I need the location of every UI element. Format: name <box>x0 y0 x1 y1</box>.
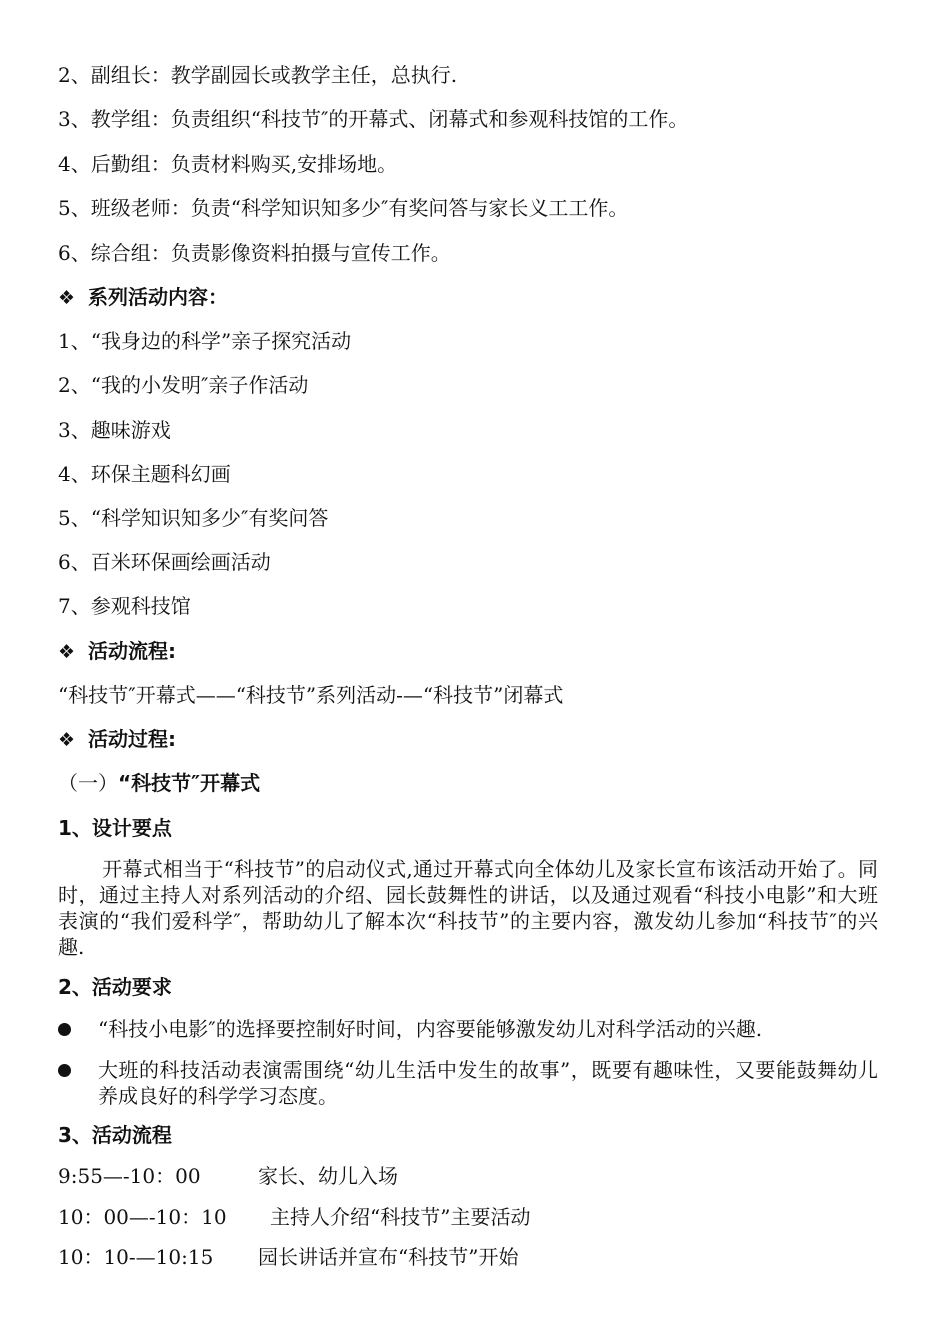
design-heading: 1、设计要点 <box>58 816 172 840</box>
schedule-event: 园长讲话并宣布“科技节”开始 <box>258 1245 519 1269</box>
bullet-icon <box>58 1064 71 1077</box>
flow-heading <box>58 638 880 665</box>
schedule-heading: 3、活动流程 <box>58 1123 172 1147</box>
series-item: 2、“我的小发明″亲子作活动 <box>58 373 309 397</box>
series-item: 1、“我身边的科学”亲子探究活动 <box>58 329 352 353</box>
process-heading <box>58 726 880 753</box>
role-item: 2、副组长：教学副园长或教学主任，总执行. <box>58 63 458 87</box>
schedule-time: 10：10-—10:15 <box>58 1245 214 1269</box>
process-heading-text: 活动过程: <box>88 727 176 751</box>
schedule-event: 主持人介绍“科技节”主要活动 <box>270 1205 531 1229</box>
series-item: 4、环保主题科幻画 <box>58 462 231 486</box>
requirements-heading: 2、活动要求 <box>58 975 172 999</box>
series-item: 5、“科学知识知多少″有奖问答 <box>58 506 329 530</box>
diamond-icon: ❖ <box>58 287 76 309</box>
schedule-row <box>58 1163 880 1189</box>
flow-text: “科技节″开幕式——“科技节”系列活动-—“科技节”闭幕式 <box>58 683 564 707</box>
opening-prefix: （一） <box>58 771 118 795</box>
series-heading <box>58 284 880 311</box>
flow-heading-text: 活动流程: <box>88 639 176 663</box>
role-item: 6、综合组：负责影像资料拍摄与宣传工作。 <box>58 241 451 265</box>
requirement-text: “科技小电影″的选择要控制好时间，内容要能够激发幼儿对科学活动的兴趣. <box>98 1017 763 1041</box>
opening-title <box>58 770 880 796</box>
requirement-text: 大班的科技活动表演需围绕“幼儿生活中发生的故事”，既要有趣味性，又要能鼓舞幼儿养成良好的科学学习态度。 <box>98 1058 878 1108</box>
schedule-time: 9:55—-10：00 <box>58 1164 201 1188</box>
role-item: 3、教学组：负责组织“科技节″的开幕式、闭幕式和参观科技馆的工作。 <box>58 107 689 131</box>
schedule-event: 家长、幼儿入场 <box>258 1164 398 1188</box>
role-item: 5、班级老师：负责“科学知识知多少″有奖问答与家长义工工作。 <box>58 196 629 220</box>
role-item: 4、后勤组：负责材料购买,安排场地。 <box>58 152 398 176</box>
diamond-icon: ❖ <box>58 729 76 751</box>
schedule-time: 10：00—-10：10 <box>58 1205 227 1229</box>
series-item: 7、参观科技馆 <box>58 594 191 618</box>
schedule-row <box>58 1204 880 1230</box>
bullet-icon <box>58 1023 71 1036</box>
opening-title-text: “科技节″开幕式 <box>118 771 261 795</box>
schedule-row <box>58 1244 880 1270</box>
diamond-icon: ❖ <box>58 641 76 663</box>
requirement-item <box>58 1016 878 1042</box>
design-paragraph <box>58 856 878 960</box>
series-heading-text: 系列活动内容： <box>88 285 228 309</box>
series-item: 3、趣味游戏 <box>58 418 171 442</box>
design-text: 开幕式相当于“科技节”的启动仪式,通过开幕式向全体幼儿及家长宣布该活动开始了。同时，通过主持人对系列活动的介绍、园长鼓舞性的讲话，以及通过观看“科技小电影”和大班表演的“我们爱科学″，帮助幼儿了解本次“科技节”的主要内容，激发幼儿参加“科技节″的兴趣. <box>58 857 878 959</box>
requirement-item <box>58 1057 878 1109</box>
series-item: 6、百米环保画绘画活动 <box>58 550 271 574</box>
